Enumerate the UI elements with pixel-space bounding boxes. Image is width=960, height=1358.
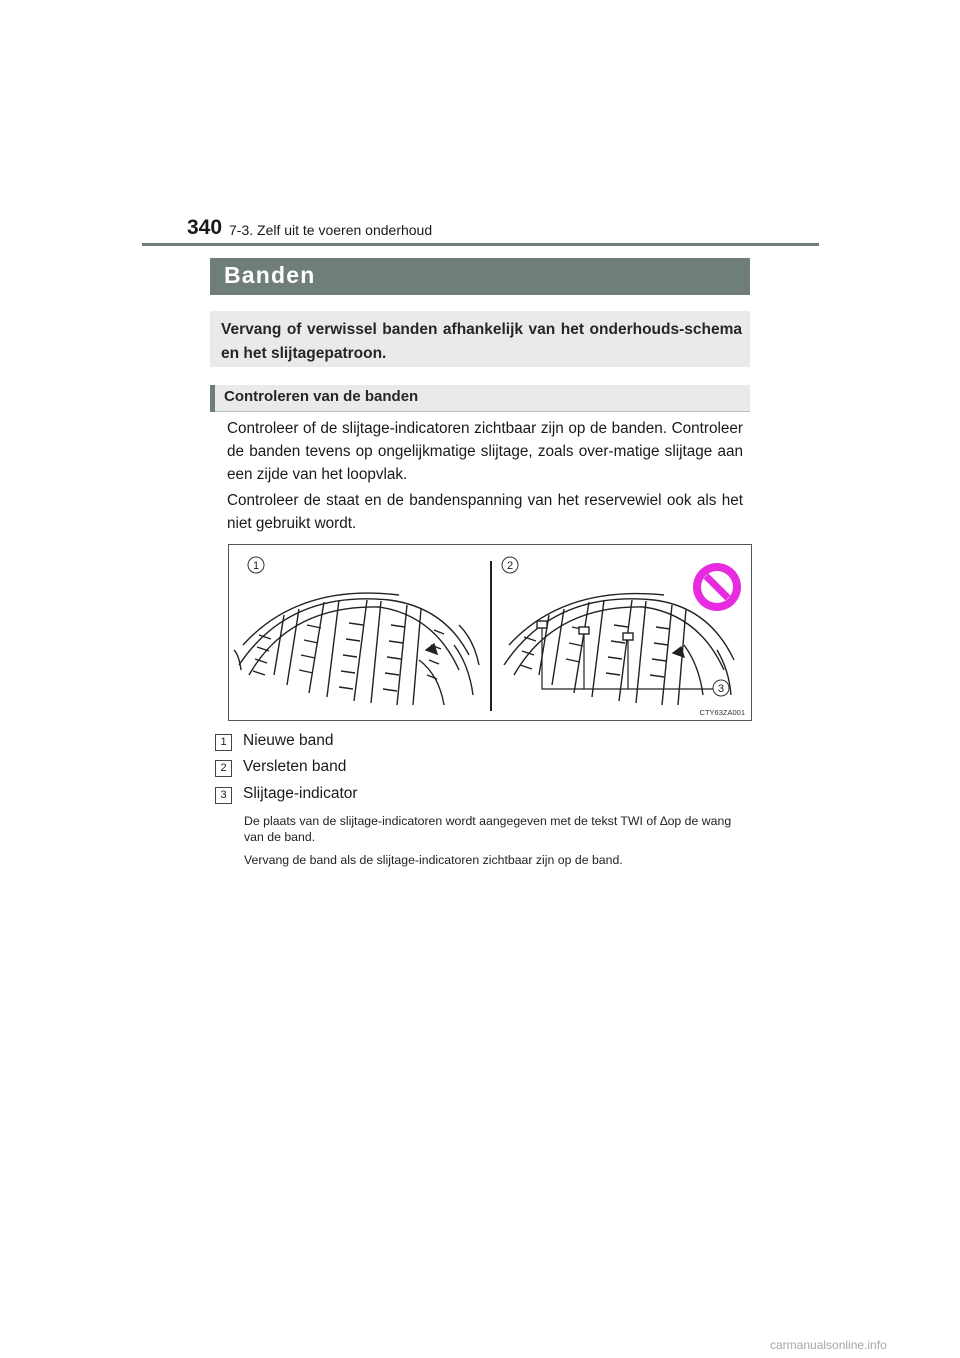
note-replace-tire: Vervang de band als de slijtage-indicatoren zichtbaar zijn op de band.: [244, 853, 623, 867]
page-number: 340: [187, 216, 223, 239]
page-title-bar: [210, 258, 750, 295]
subsection-title: Controleren van de banden: [224, 388, 419, 405]
subsection-heading: [210, 385, 750, 412]
intro-box: [210, 311, 750, 367]
section-breadcrumb: 7-3. Zelf uit te voeren onderhoud: [229, 222, 433, 238]
prohibited-icon: [693, 563, 741, 611]
legend-number-2: 2: [215, 760, 232, 777]
paragraph-wear-check: Controleer of de slijtage-indicatoren zichtbaar zijn op de banden. Controleer de banden tevens op ongelijkmatige slijtage, zoals over-matige slijtage aan een zijde van het loopvlak.: [227, 420, 743, 483]
tire-drawing: [229, 545, 751, 720]
page-title: Banden: [224, 262, 316, 288]
legend-label-2: Versleten band: [243, 758, 347, 775]
subsection-marker: [210, 385, 215, 412]
header-divider: [142, 243, 819, 246]
legend-label-3: Slijtage-indicator: [243, 785, 358, 802]
callout-3-label: 3: [717, 683, 725, 695]
callout-2-label: 2: [506, 560, 514, 572]
legend-number-1: 1: [215, 734, 232, 751]
intro-text: Vervang of verwissel banden afhankelijk van het onderhouds-schema en het slijtagepatroon.: [221, 321, 742, 362]
note-twi-location: De plaats van de slijtage-indicatoren wordt aangegeven met de tekst TWI of ∆op de wang van de band.: [244, 814, 732, 844]
legend-item-1: [215, 732, 615, 754]
figure-code: CTY63ZA001: [699, 708, 745, 717]
paragraph-spare-wheel: Controleer de staat en de bandenspanning van het reservewiel ook als het niet gebruikt wordt.: [227, 492, 743, 532]
legend-item-3: [215, 785, 615, 807]
legend-label-1: Nieuwe band: [243, 732, 334, 749]
new-tire-drawing: [234, 593, 479, 705]
tire-illustration: [228, 544, 752, 721]
worn-tire-drawing: [504, 594, 734, 705]
footer-watermark: carmanualsonline.info: [770, 1338, 887, 1352]
legend-item-2: [215, 758, 615, 780]
callout-1-label: 1: [252, 560, 260, 572]
legend-number-3: 3: [215, 787, 232, 804]
